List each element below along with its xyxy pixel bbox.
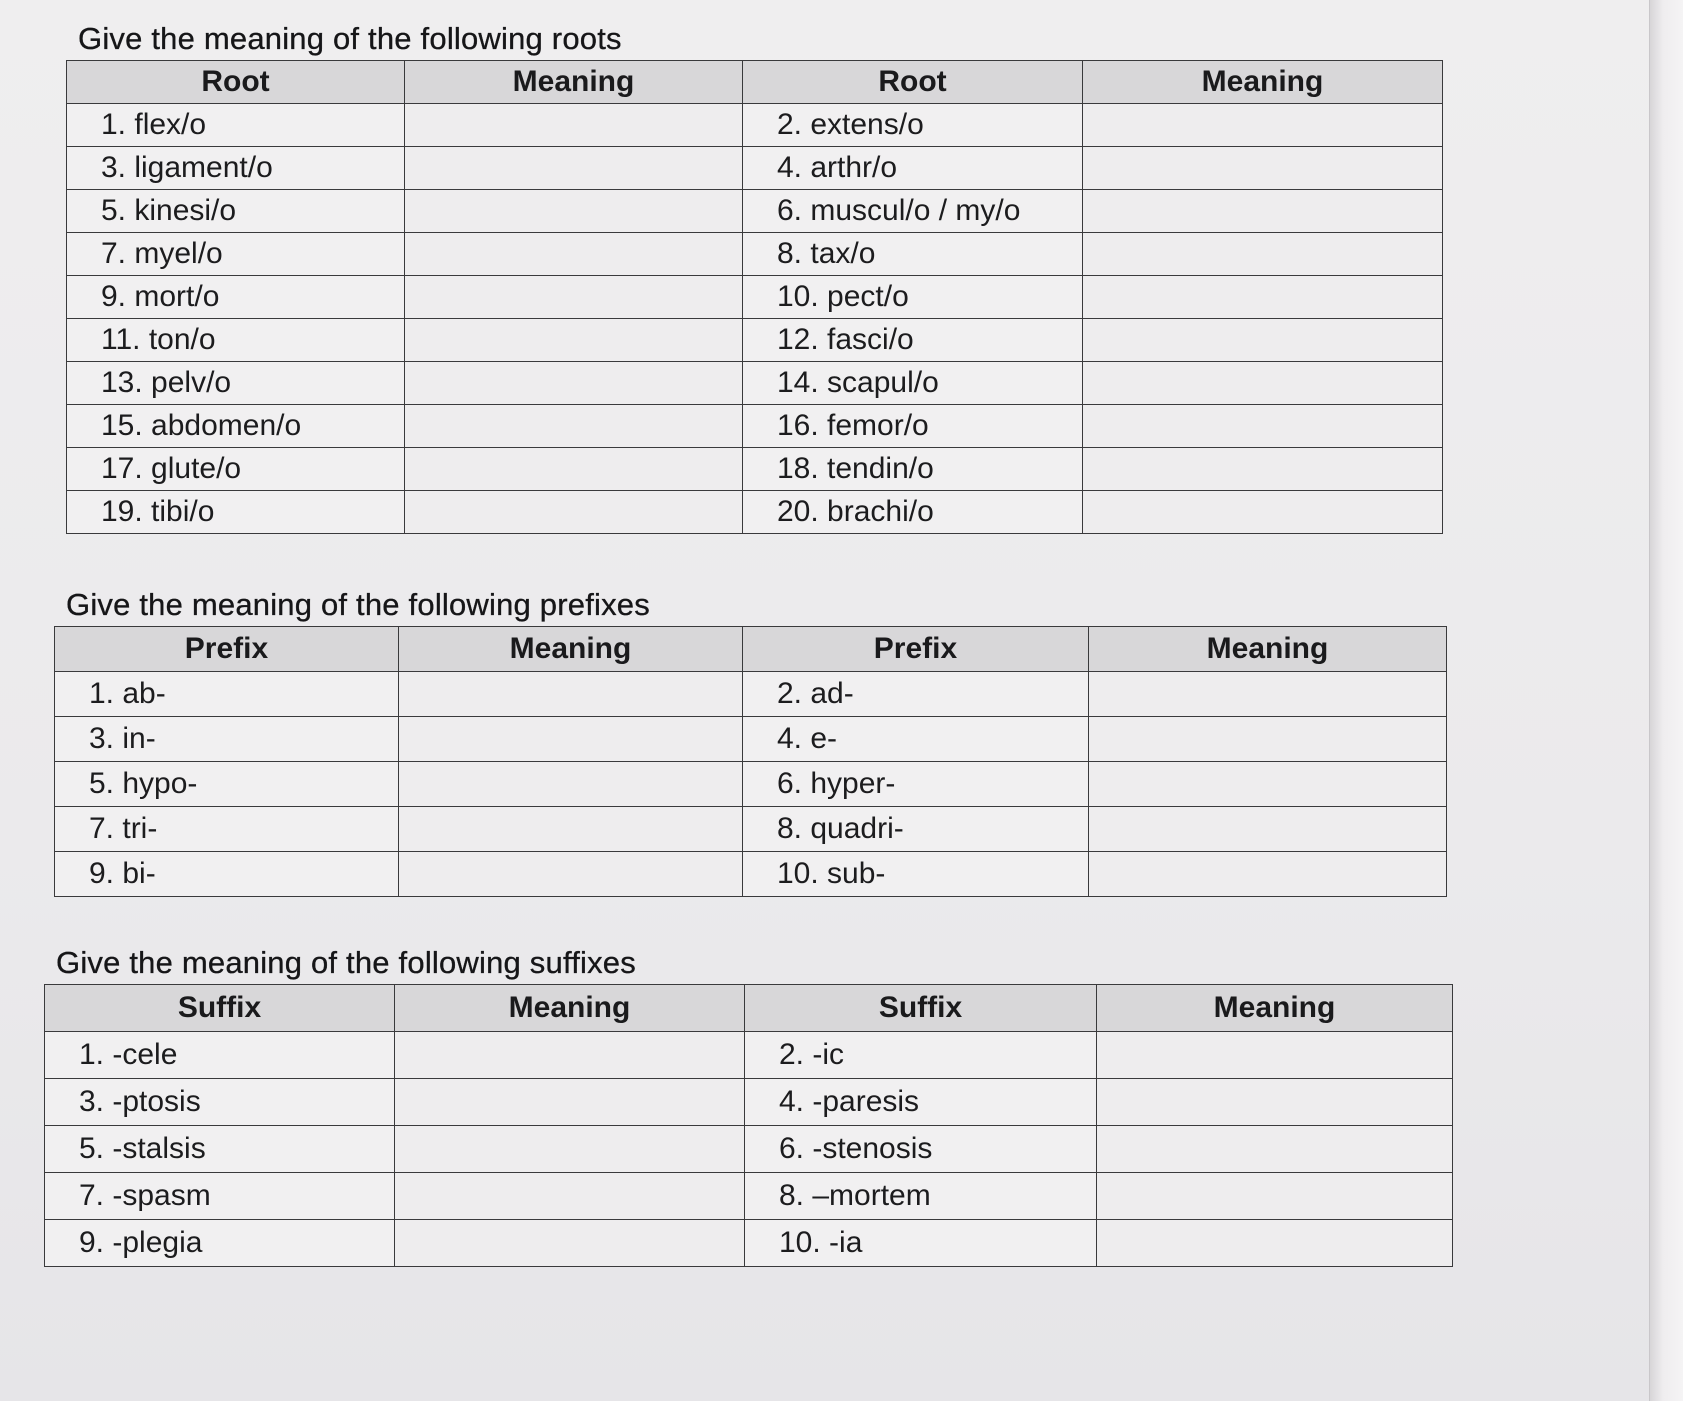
roots-header-root-right: Root bbox=[743, 61, 1083, 104]
prefix-term: 4. e- bbox=[743, 717, 1089, 762]
root-term: 4. arthr/o bbox=[743, 147, 1083, 190]
meaning-answer-cell[interactable] bbox=[399, 672, 743, 717]
meaning-answer-cell[interactable] bbox=[1097, 1126, 1453, 1173]
table-row bbox=[67, 362, 1443, 405]
meaning-answer-cell[interactable] bbox=[395, 1173, 745, 1220]
suffix-term: 9. -plegia bbox=[45, 1220, 395, 1267]
suffix-term: 7. -spasm bbox=[45, 1173, 395, 1220]
root-term: 6. muscul/o / my/o bbox=[743, 190, 1083, 233]
suffixes-header-suffix-left: Suffix bbox=[45, 985, 395, 1032]
meaning-answer-cell[interactable] bbox=[405, 276, 743, 319]
suffix-term: 6. -stenosis bbox=[745, 1126, 1097, 1173]
suffix-term: 10. -ia bbox=[745, 1220, 1097, 1267]
suffix-term: 4. -paresis bbox=[745, 1079, 1097, 1126]
root-term: 14. scapul/o bbox=[743, 362, 1083, 405]
suffix-term: 3. -ptosis bbox=[45, 1079, 395, 1126]
table-row bbox=[67, 491, 1443, 534]
meaning-answer-cell[interactable] bbox=[405, 405, 743, 448]
meaning-answer-cell[interactable] bbox=[1083, 362, 1443, 405]
prefix-term: 6. hyper- bbox=[743, 762, 1089, 807]
root-term: 12. fasci/o bbox=[743, 319, 1083, 362]
meaning-answer-cell[interactable] bbox=[1083, 491, 1443, 534]
meaning-answer-cell[interactable] bbox=[1097, 1032, 1453, 1079]
root-term: 18. tendin/o bbox=[743, 448, 1083, 491]
suffixes-header-suffix-right: Suffix bbox=[745, 985, 1097, 1032]
suffixes-title: Give the meaning of the following suffixes bbox=[56, 945, 636, 980]
roots-header-root-left: Root bbox=[67, 61, 405, 104]
table-row bbox=[55, 852, 1447, 897]
table-row bbox=[67, 190, 1443, 233]
table-row bbox=[55, 672, 1447, 717]
meaning-answer-cell[interactable] bbox=[405, 233, 743, 276]
prefix-term: 5. hypo- bbox=[55, 762, 399, 807]
meaning-answer-cell[interactable] bbox=[399, 807, 743, 852]
root-term: 8. tax/o bbox=[743, 233, 1083, 276]
prefixes-header-prefix-left: Prefix bbox=[55, 627, 399, 672]
prefixes-title: Give the meaning of the following prefixes bbox=[66, 587, 650, 622]
table-row bbox=[67, 276, 1443, 319]
table-row bbox=[45, 1126, 1453, 1173]
roots-header-meaning-left: Meaning bbox=[405, 61, 743, 104]
prefixes-table bbox=[54, 626, 1447, 897]
meaning-answer-cell[interactable] bbox=[1083, 190, 1443, 233]
meaning-answer-cell[interactable] bbox=[395, 1126, 745, 1173]
root-term: 9. mort/o bbox=[67, 276, 405, 319]
table-row bbox=[55, 807, 1447, 852]
prefixes-header-row bbox=[55, 627, 1447, 672]
meaning-answer-cell[interactable] bbox=[1097, 1173, 1453, 1220]
root-term: 19. tibi/o bbox=[67, 491, 405, 534]
root-term: 3. ligament/o bbox=[67, 147, 405, 190]
root-term: 16. femor/o bbox=[743, 405, 1083, 448]
meaning-answer-cell[interactable] bbox=[395, 1079, 745, 1126]
table-row bbox=[45, 1173, 1453, 1220]
meaning-answer-cell[interactable] bbox=[405, 319, 743, 362]
root-term: 10. pect/o bbox=[743, 276, 1083, 319]
root-term: 2. extens/o bbox=[743, 104, 1083, 147]
root-term: 20. brachi/o bbox=[743, 491, 1083, 534]
prefix-term: 8. quadri- bbox=[743, 807, 1089, 852]
prefix-term: 9. bi- bbox=[55, 852, 399, 897]
roots-section bbox=[66, 18, 1443, 534]
suffix-term: 8. –mortem bbox=[745, 1173, 1097, 1220]
meaning-answer-cell[interactable] bbox=[1083, 276, 1443, 319]
root-term: 11. ton/o bbox=[67, 319, 405, 362]
meaning-answer-cell[interactable] bbox=[1083, 147, 1443, 190]
meaning-answer-cell[interactable] bbox=[1083, 233, 1443, 276]
meaning-answer-cell[interactable] bbox=[1083, 405, 1443, 448]
root-term: 1. flex/o bbox=[67, 104, 405, 147]
meaning-answer-cell[interactable] bbox=[405, 190, 743, 233]
suffix-term: 1. -cele bbox=[45, 1032, 395, 1079]
meaning-answer-cell[interactable] bbox=[405, 104, 743, 147]
root-term: 15. abdomen/o bbox=[67, 405, 405, 448]
prefix-term: 10. sub- bbox=[743, 852, 1089, 897]
prefixes-header-meaning-right: Meaning bbox=[1089, 627, 1447, 672]
suffixes-section bbox=[44, 942, 1453, 1267]
meaning-answer-cell[interactable] bbox=[399, 852, 743, 897]
root-term: 13. pelv/o bbox=[67, 362, 405, 405]
suffixes-table bbox=[44, 984, 1453, 1267]
suffix-term: 5. -stalsis bbox=[45, 1126, 395, 1173]
prefix-term: 1. ab- bbox=[55, 672, 399, 717]
table-row bbox=[45, 1220, 1453, 1267]
meaning-answer-cell[interactable] bbox=[1089, 762, 1447, 807]
roots-header-row bbox=[67, 61, 1443, 104]
prefix-term: 7. tri- bbox=[55, 807, 399, 852]
roots-table bbox=[66, 60, 1443, 534]
meaning-answer-cell[interactable] bbox=[395, 1220, 745, 1267]
prefixes-header-prefix-right: Prefix bbox=[743, 627, 1089, 672]
meaning-answer-cell[interactable] bbox=[405, 491, 743, 534]
table-row bbox=[67, 233, 1443, 276]
meaning-answer-cell[interactable] bbox=[405, 448, 743, 491]
meaning-answer-cell[interactable] bbox=[1089, 717, 1447, 762]
table-row bbox=[67, 147, 1443, 190]
roots-header-meaning-right: Meaning bbox=[1083, 61, 1443, 104]
page-edge bbox=[1649, 0, 1683, 1401]
prefixes-section bbox=[54, 584, 1447, 897]
meaning-answer-cell[interactable] bbox=[405, 362, 743, 405]
meaning-answer-cell[interactable] bbox=[395, 1032, 745, 1079]
suffixes-header-meaning-right: Meaning bbox=[1097, 985, 1453, 1032]
suffixes-header-row bbox=[45, 985, 1453, 1032]
meaning-answer-cell[interactable] bbox=[1089, 807, 1447, 852]
meaning-answer-cell[interactable] bbox=[1097, 1079, 1453, 1126]
table-row bbox=[67, 319, 1443, 362]
table-row bbox=[67, 104, 1443, 147]
root-term: 7. myel/o bbox=[67, 233, 405, 276]
table-row bbox=[67, 405, 1443, 448]
prefix-term: 2. ad- bbox=[743, 672, 1089, 717]
prefixes-header-meaning-left: Meaning bbox=[399, 627, 743, 672]
meaning-answer-cell[interactable] bbox=[399, 762, 743, 807]
meaning-answer-cell[interactable] bbox=[399, 717, 743, 762]
table-row bbox=[67, 448, 1443, 491]
meaning-answer-cell[interactable] bbox=[1097, 1220, 1453, 1267]
meaning-answer-cell[interactable] bbox=[1083, 104, 1443, 147]
meaning-answer-cell[interactable] bbox=[1089, 852, 1447, 897]
root-term: 17. glute/o bbox=[67, 448, 405, 491]
table-row bbox=[55, 762, 1447, 807]
prefix-term: 3. in- bbox=[55, 717, 399, 762]
table-row bbox=[45, 1032, 1453, 1079]
root-term: 5. kinesi/o bbox=[67, 190, 405, 233]
suffix-term: 2. -ic bbox=[745, 1032, 1097, 1079]
meaning-answer-cell[interactable] bbox=[1089, 672, 1447, 717]
table-row bbox=[45, 1079, 1453, 1126]
suffixes-header-meaning-left: Meaning bbox=[395, 985, 745, 1032]
meaning-answer-cell[interactable] bbox=[1083, 319, 1443, 362]
table-row bbox=[55, 717, 1447, 762]
roots-title: Give the meaning of the following roots bbox=[78, 21, 622, 56]
meaning-answer-cell[interactable] bbox=[1083, 448, 1443, 491]
meaning-answer-cell[interactable] bbox=[405, 147, 743, 190]
